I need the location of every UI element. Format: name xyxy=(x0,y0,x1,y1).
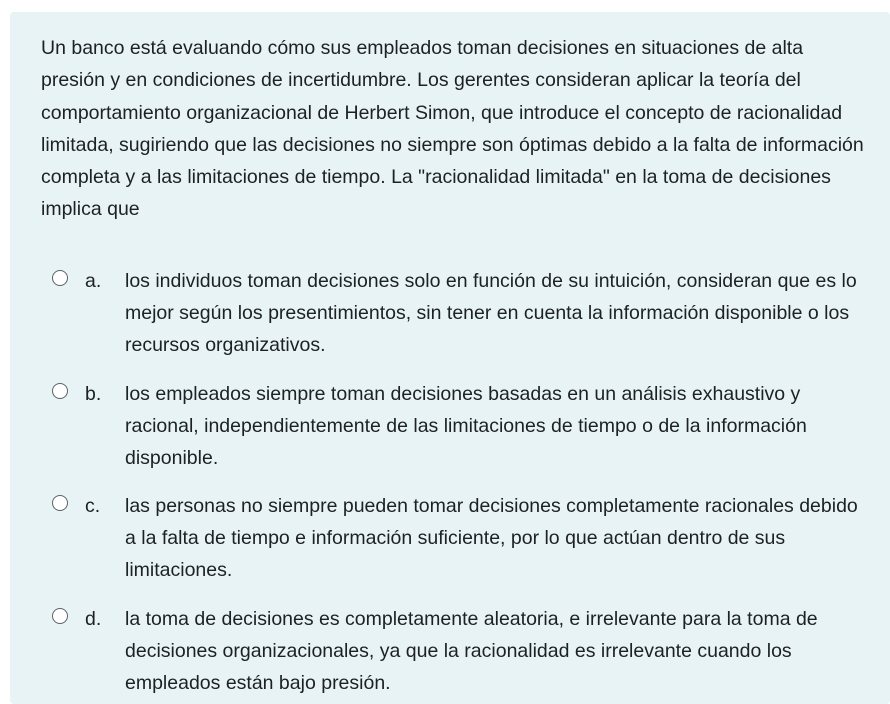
answer-list xyxy=(10,12,890,704)
question-card xyxy=(10,12,890,704)
option-letter-c: c. xyxy=(85,495,101,517)
option-text-a: los individuos toman decisiones solo en función de su intuición, consideran que es lo mejor según los presentimientos, sin tener en cuenta la información disponible o los recursos organizativos. xyxy=(125,270,857,356)
radio-button-d[interactable] xyxy=(52,608,68,624)
radio-button-a[interactable] xyxy=(52,270,68,286)
radio-button-b[interactable] xyxy=(52,383,68,399)
question-text: Un banco está evaluando cómo sus empleados toman decisiones en situaciones de alta presión y en condiciones de incertidumbre. Los gerentes consideran aplicar la teoría del comportamiento organizacional de Herbert Simon, que introduce el concepto de racionalidad limitada, sugiriendo que las decisiones no siempre son óptimas debido a la falta de información completa y a las limitaciones de tiempo. La "racionalidad limitada" en la toma de decisiones implica que xyxy=(41,37,864,221)
option-letter-b: b. xyxy=(85,383,102,405)
option-text-c: las personas no siempre pueden tomar decisiones completamente racionales debido a la falta de tiempo e información suficiente, por lo que actúan dentro de sus limitaciones. xyxy=(125,495,858,581)
option-text-b: los empleados siempre toman decisiones basadas en un análisis exhaustivo y racional, independientemente de las limitaciones de tiempo o de la información disponible. xyxy=(125,383,807,469)
option-letter-a: a. xyxy=(85,270,102,292)
radio-button-c[interactable] xyxy=(52,495,68,511)
option-text-d: la toma de decisiones es completamente aleatoria, e irrelevante para la toma de decisiones organizacionales, ya que la racionalidad es irrelevante cuando los empleados están bajo presión. xyxy=(125,608,818,694)
option-letter-d: d. xyxy=(85,608,102,630)
